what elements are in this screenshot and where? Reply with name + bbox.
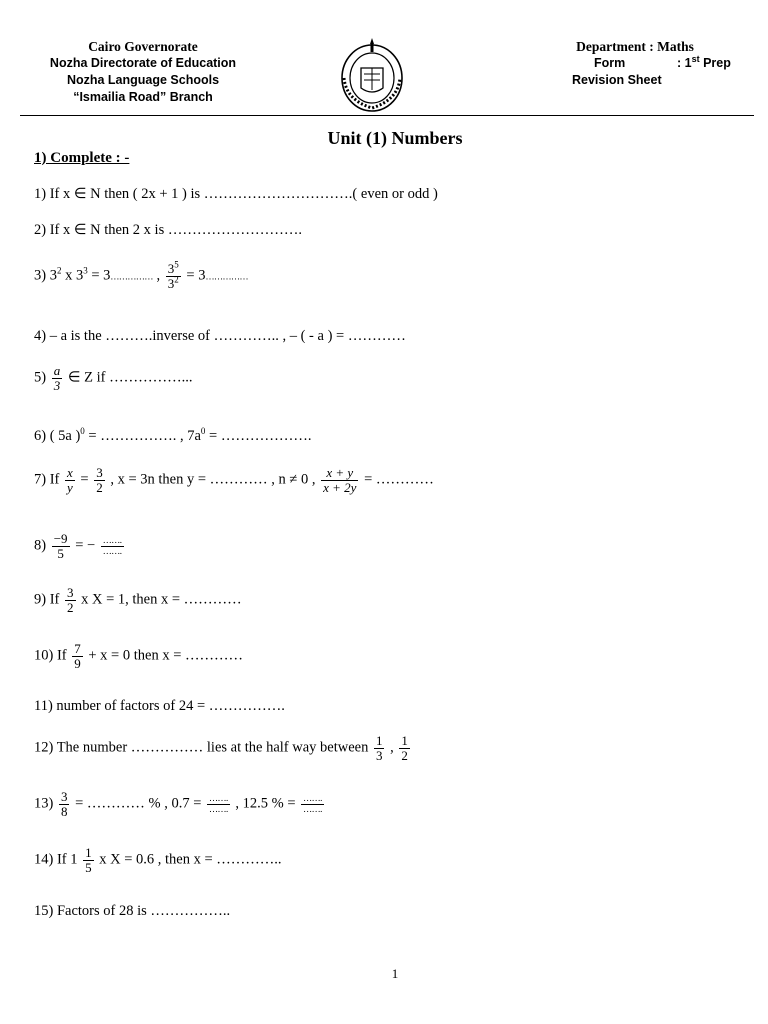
question-2: 2) If x ∈ N then 2 x is ……………………….: [34, 222, 302, 238]
school-name: Nozha Language Schools: [66, 73, 220, 87]
question-10: 10) If $\frac{7}{9}$ + x = 0 then x = …………: [34, 641, 243, 671]
question-8: 8) $\frac{-9}{5}$ = − $\frac{\dots\dots.}{\dots\dots.}$: [34, 531, 122, 561]
form-line: [520, 55, 750, 72]
question-1: 1) If x ∈ N then ( 2x + 1 ) is ………………………….( even or odd ): [34, 186, 438, 202]
question-9: 9) If $\frac{3}{2}$ x X = 1, then x = …………: [34, 585, 242, 615]
subject-header: [520, 38, 750, 89]
question-15: 15) Factors of 28 is ……………..: [34, 903, 231, 919]
department: Department : Maths: [576, 39, 694, 54]
question-3: 3) $3^2$ x $3^3$ = 3…………… , $\frac{3^5}{3^2}$ = 3……………: [34, 259, 248, 291]
revision-label: Revision Sheet: [572, 73, 662, 87]
question-13: 13) $\frac{3}{8}$ = ………… % , 0.7 = $\frac{\dots\dots.}{\dots\dots.}$ , 12.5 % = $\frac{\dots\dots.}{\dots\dots.}$: [34, 789, 322, 819]
page-title: Unit (1) Numbers: [327, 128, 463, 148]
form-value: : 1st Prep: [677, 53, 731, 70]
power-fraction: $\frac{3^5}{3^2}$: [167, 259, 179, 291]
question-11: 11) number of factors of 24 = …………….: [34, 698, 285, 714]
question-6: 6) ( 5a )$^0$ = ……………. , $7a^0$ = ……………….: [34, 426, 312, 444]
question-7: 7) If $\frac{x}{y}$ = $\frac{3}{2}$ , x = 3n then y = ………… , n ≠ 0 , $\frac{x + y}{x + 2y}$ = …………: [34, 465, 434, 495]
school-header: [0, 38, 286, 106]
form-label: Form: [594, 56, 626, 70]
branch-name: “Ismailia Road” Branch: [73, 90, 213, 104]
governorate: Cairo Governorate: [88, 39, 198, 54]
question-12: 12) The number …………… lies at the half way between $\frac{1}{3}$ , $\frac{1}{2}$: [34, 733, 408, 763]
page-number: 1: [391, 966, 399, 981]
question-5: 5) $\frac{a}{3}$ ∈ Z if ……………...: [34, 363, 193, 393]
header-divider: [20, 115, 754, 116]
section-heading: 1) Complete : -: [34, 150, 130, 166]
question-4: 4) – a is the ……….inverse of ………….. , – ( - a ) = …………: [34, 328, 406, 344]
directorate: Nozha Directorate of Education: [49, 56, 237, 70]
question-14: 14) If 1 $\frac{1}{5}$ x X = 0.6 , then x = …………..: [34, 845, 282, 875]
school-logo: [334, 38, 410, 114]
